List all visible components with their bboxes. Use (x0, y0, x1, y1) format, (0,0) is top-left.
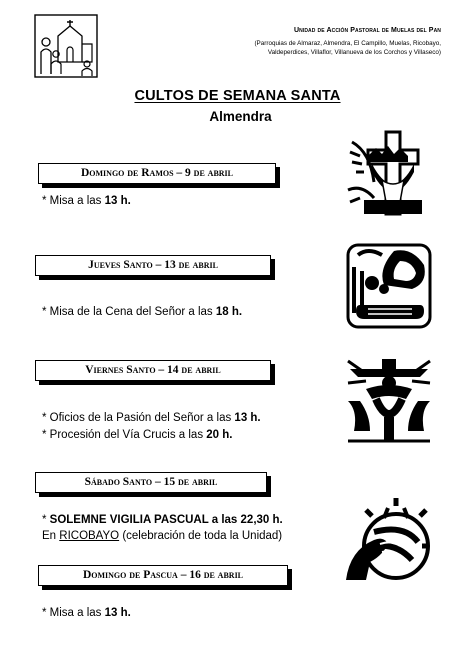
parishes-line-1: (Parroquias de Almaraz, Almendra, El Campillo, Muelas, Ricobayo, (254, 40, 441, 47)
holy-thursday-chalice-icon (346, 243, 432, 329)
list-item: * Oficios de la Pasión del Señor a las 13 h. (42, 412, 261, 424)
day-heading-jueves-santo: Jueves Santo – 13 de abril (35, 255, 271, 276)
day-heading-domingo-ramos: Domingo de Ramos – 9 de abril (38, 163, 276, 184)
vigil-location: RICOBAYO (59, 530, 120, 542)
list-item: * SOLEMNE VIGILIA PASCUAL a las 22,30 h. (42, 514, 283, 526)
list-item: * Procesión del Vía Crucis a las 20 h. (42, 429, 233, 441)
organization-title: Unidad de Acción Pastoral de Muelas del Pan (293, 27, 441, 34)
vigil-location-note: En RICOBAYO (celebración de toda la Unidad) (42, 530, 283, 542)
page-title: CULTOS DE SEMANA SANTA (134, 88, 341, 104)
list-item: * Misa a las 13 h. (42, 607, 131, 619)
day-heading-viernes-santo: Viernes Santo – 14 de abril (35, 360, 271, 381)
day-heading-sabado-santo: Sábado Santo – 15 de abril (35, 472, 267, 493)
parishes-line-2: Valdeperdices, Villaflor, Villanueva de los Corchos y Villaseco) (267, 48, 441, 56)
parish-logo-icon (34, 14, 98, 78)
day-heading-domingo-pascua: Domingo de Pascua – 16 de abril (38, 565, 288, 586)
list-item: * Misa a las 13 h. (42, 195, 131, 207)
list-item: * Misa de la Cena del Señor a las 18 h. (42, 306, 243, 318)
palm-sunday-cross-icon (346, 130, 432, 216)
good-friday-crucifix-icon (346, 357, 432, 443)
town-name: Almendra (209, 109, 272, 124)
organization-subtitle (254, 40, 441, 57)
easter-vigil-light-icon (344, 496, 430, 582)
